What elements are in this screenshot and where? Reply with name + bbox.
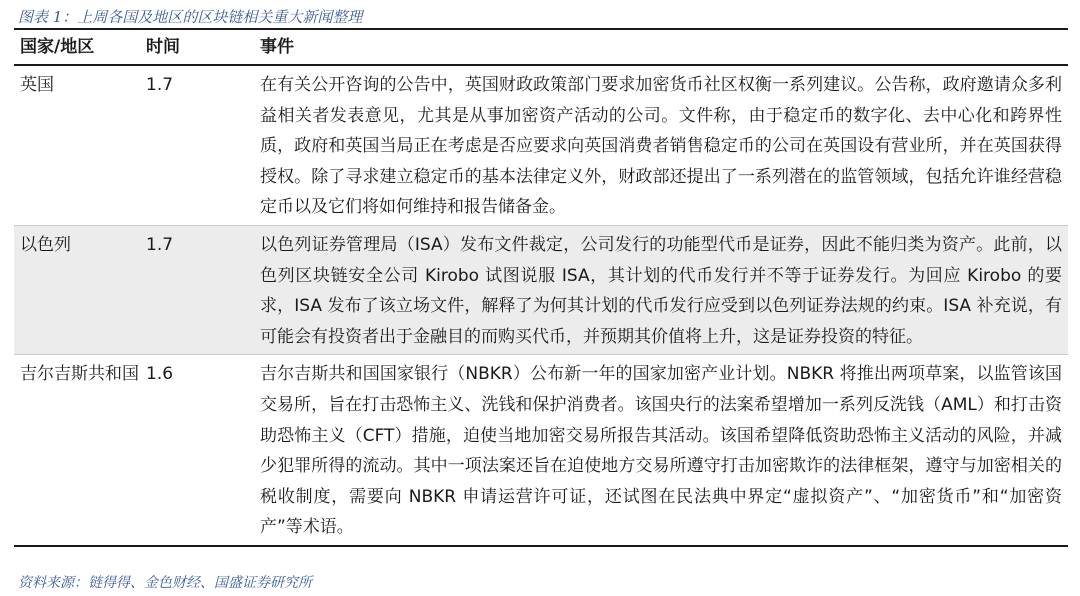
row-event: 在有关公开咨询的公告中，英国财政政策部门要求加密货币社区权衡一系列建议。公告称，政府邀请众多利益相关者发表意见，尤其是从事加密资产活动的公司。文件称，由于稳定币的数字化、去中心化和跨界性质，政府和英国当局正在考虑是否应要求向英国消费者销售稳定币的公司在英国设有营业所，并在英国获得授权。除了寻求建立稳定币的基本法律定义外，财政部还提出了一系列潜在的监管领域，包括允许谁经营稳定币以及它们将如何维持和报告储备金。 bbox=[260, 75, 1062, 218]
table-row bbox=[14, 226, 1068, 355]
table-header-row bbox=[14, 30, 1068, 66]
row-country: 吉尔吉斯共和国 bbox=[20, 364, 139, 385]
row-time: 1.6 bbox=[146, 364, 174, 385]
news-table bbox=[14, 28, 1068, 547]
figure-caption: 图表 1：上周各国及地区的区块链相关重大新闻整理 bbox=[18, 8, 363, 26]
source-note: 资料来源：链得得、金色财经、国盛证券研究所 bbox=[18, 575, 312, 591]
header-time: 时间 bbox=[146, 37, 180, 57]
header-event: 事件 bbox=[260, 37, 294, 57]
row-time: 1.7 bbox=[146, 234, 174, 255]
table-row bbox=[14, 355, 1068, 545]
row-country: 以色列 bbox=[20, 234, 71, 255]
row-event: 吉尔吉斯共和国国家银行（NBKR）公布新一年的国家加密产业计划。NBKR 将推出两项草案，以监管该国交易所，旨在打击恐怖主义、洗钱和保护消费者。该国央行的法案希望增加一系列反洗钱（AML）和打击资助恐怖主义（CFT）措施，迫使当地加密交易所报告其活动。该国希望降低资助恐怖主义活动的风险，并减少犯罪所得的流动。其中一项法案还旨在迫使地方交易所遵守打击加密欺诈的法律框架，遵守与加密相关的税收制度，需要向 NBKR 申请运营许可证，还试图在民法典中界定“虚拟资产”、“加密货币”和“加密资产”等术语。 bbox=[260, 364, 1062, 538]
row-time: 1.7 bbox=[146, 75, 174, 95]
table-row bbox=[14, 66, 1068, 226]
row-country: 英国 bbox=[20, 75, 54, 95]
row-event: 以色列证券管理局（ISA）发布文件裁定，公司发行的功能型代币是证券，因此不能归类为资产。此前，以色列区块链安全公司 Kirobo 试图说服 ISA，其计划的代币发行并不等于证券发行。为回应 Kirobo 的要求，ISA 发布了该立场文件，解释了为何其计划的代币发行应受到以色列证券法规的约束。ISA 补充说，有可能会有投资者出于金融目的而购买代币，并预期其价值将上升，这是证券投资的特征。 bbox=[260, 234, 1062, 347]
header-country: 国家/地区 bbox=[20, 37, 95, 57]
